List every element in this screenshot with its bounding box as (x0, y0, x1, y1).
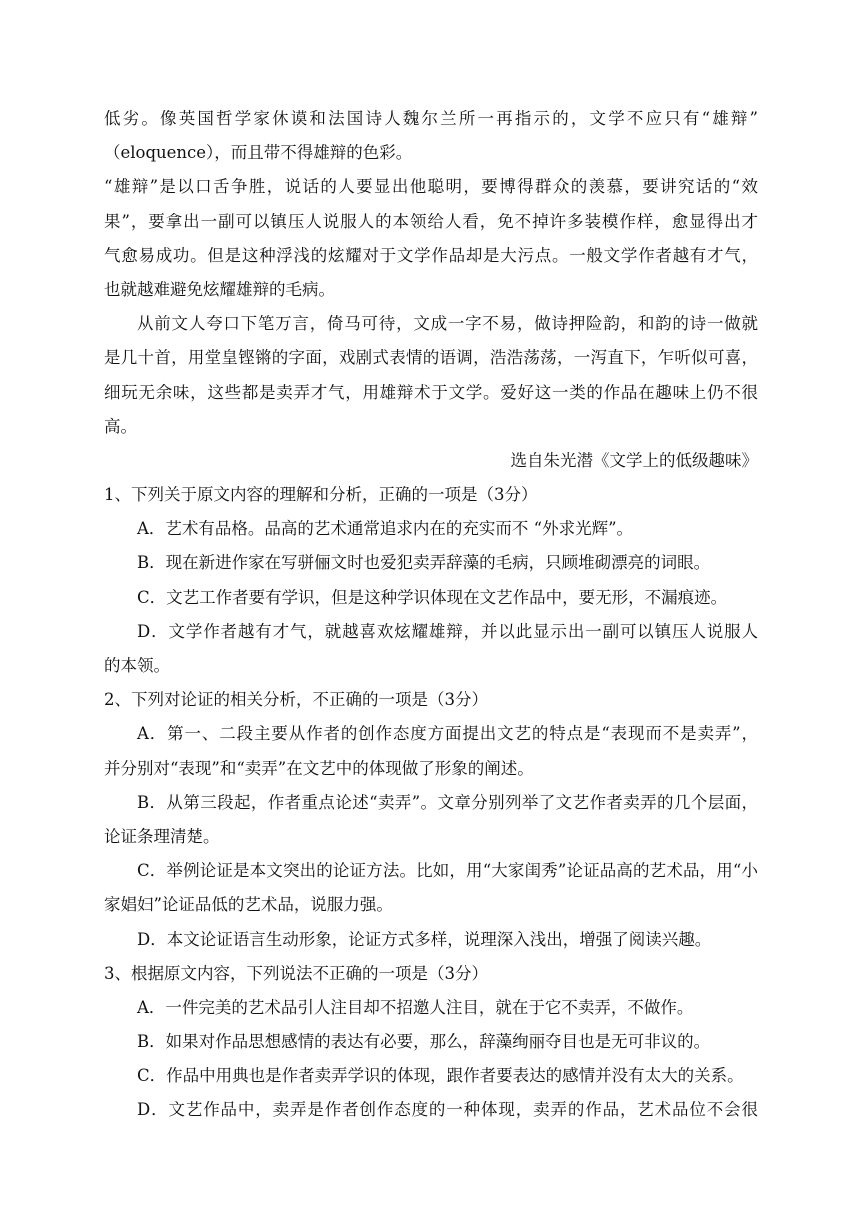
passage-paragraph-2 (104, 170, 758, 307)
text-line: 细玩无余味，这些都是卖弄才气，用雄辩术于文学。爱好这一类的作品在趣味上仍不很 (104, 382, 758, 402)
option-a-continued: 并分别对“表现”和“卖弄”在文艺中的体现做了形象的阐述。 (104, 758, 534, 778)
text-line: “雄辩”是以口舌争胜，说话的人要显出他聪明，要博得群众的羡慕，要讲究话的“效 (104, 177, 758, 197)
text-line: （eloquence），而且带不得雄辩的色彩。 (104, 143, 413, 163)
option-a: A．艺术有品格。品高的艺术通常追求内在的充实而不 “外求光辉”。 (137, 519, 634, 539)
text-line: 高。 (104, 416, 137, 436)
passage-paragraph-3 (104, 307, 758, 444)
exam-page (104, 102, 758, 1128)
question-1 (104, 478, 758, 683)
option-d: D．文艺作品中，卖弄是作者创作态度的一种体现，卖弄的作品，艺术品位不会很 (137, 1100, 758, 1120)
option-d: D．文学作者越有才气，就越喜欢炫耀雄辩，并以此显示出一副可以镇压人说服人 (137, 621, 758, 641)
passage-paragraph-1 (104, 102, 758, 170)
option-b: B．如果对作品思想感情的表达有必要，那么，辞藻绚丽夺目也是无可非议的。 (137, 1032, 711, 1052)
text-line: 也就越难避免炫耀雄辩的毛病。 (104, 279, 335, 299)
option-b: B．现在新进作家在写骈俪文时也爱犯卖弄辞藻的毛病，只顾堆砌漂亮的词眼。 (137, 553, 711, 573)
option-d-continued: 的本领。 (104, 656, 170, 675)
question-3 (104, 957, 758, 1128)
option-c: C．作品中用典也是作者卖弄学识的体现，跟作者要表达的感情并没有太大的关系。 (137, 1066, 744, 1086)
passage (104, 102, 758, 478)
text-line: 果”，要拿出一副可以镇压人说服人的本领给人看，免不掉许多装模作样，愈显得出才 (104, 211, 758, 231)
option-c-continued: 家娼妇”论证品低的艺术品，说服力强。 (104, 895, 393, 915)
option-b-continued: 论证条理清楚。 (104, 826, 220, 846)
option-c: C．文艺工作者要有学识，但是这种学识体现在文艺作品中，要无形，不漏痕迹。 (137, 587, 728, 607)
passage-source: 选自朱光潜《文学上的低级趣味》 (510, 450, 758, 470)
question-stem: 3、根据原文内容，下列说法不正确的一项是（3分） (104, 963, 488, 983)
option-a: A．第一、二段主要从作者的创作态度方面提出文艺的特点是“表现而不是卖弄”， (137, 724, 758, 744)
option-a: A．一件完美的艺术品引人注目却不招邀人注目，就在于它不卖弄，不做作。 (137, 997, 694, 1017)
question-2 (104, 683, 758, 957)
text-line: 气愈易成功。但是这种浮浅的炫耀对于文学作品却是大污点。一般文学作者越有才气， (104, 245, 758, 265)
option-b: B．从第三段起，作者重点论述“卖弄”。文章分别列举了文艺作者卖弄的几个层面， (137, 792, 758, 812)
option-c: C．举例论证是本文突出的论证方法。比如，用“大家闺秀”论证品高的艺术品，用“小 (137, 861, 758, 881)
text-line: 从前文人夸口下笔万言，倚马可待，文成一字不易，做诗押险韵，和韵的诗一做就 (137, 314, 758, 334)
option-d: D．本文论证语言生动形象，论证方式多样，说理深入浅出，增强了阅读兴趣。 (137, 929, 712, 949)
text-line: 低劣。像英国哲学家休谟和法国诗人魏尔兰所一再指示的，文学不应只有“雄辩” (104, 109, 758, 128)
question-stem: 1、下列关于原文内容的理解和分析，正确的一项是（3分） (104, 485, 538, 505)
text-line: 是几十首，用堂皇铿锵的字面，戏剧式表情的语调，浩浩荡荡，一泻直下，乍听似可喜， (104, 348, 758, 368)
question-stem: 2、下列对论证的相关分析，不正确的一项是（3分） (104, 690, 488, 710)
